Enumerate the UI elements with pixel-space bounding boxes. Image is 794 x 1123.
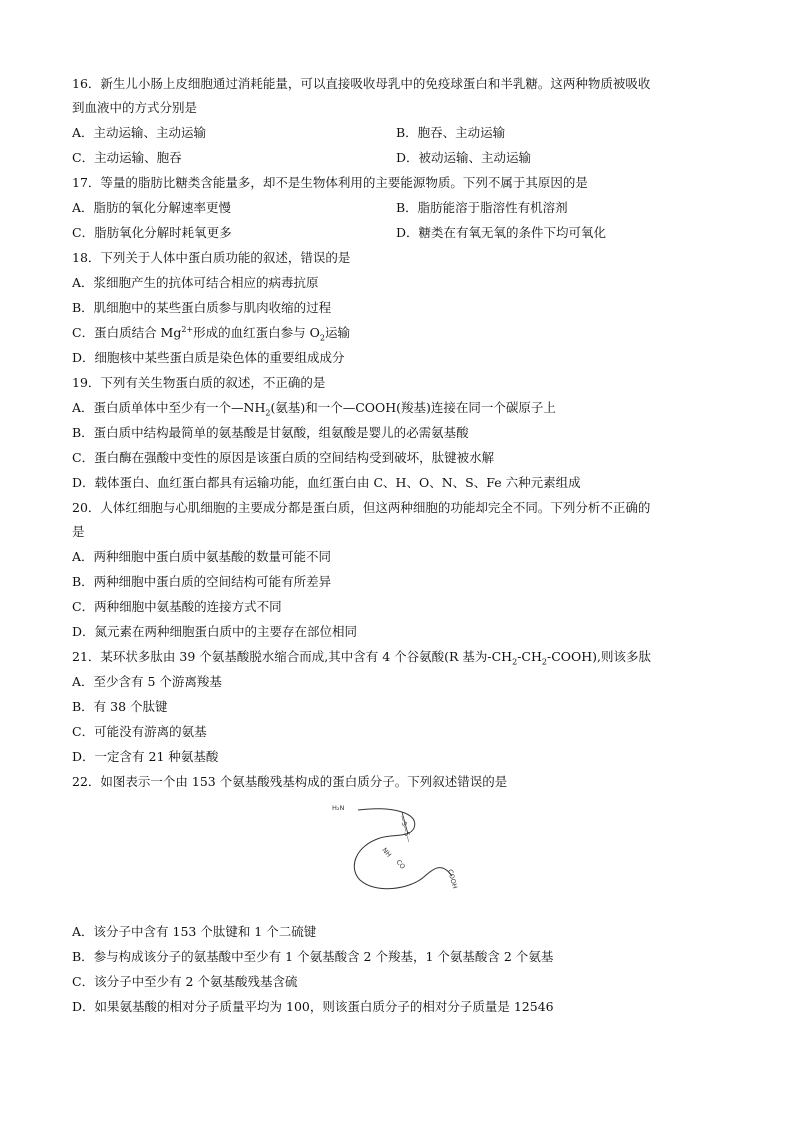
fig-label-nh: NH: [380, 846, 393, 859]
q19-stem: 19．下列有关生物蛋白质的叙述，不正确的是: [72, 375, 326, 390]
q17-option-d: D．糖类在有氧无氧的条件下均可氧化: [396, 225, 607, 240]
q17-option-a: A．脂肪的氧化分解速率更慢: [72, 200, 232, 215]
q16-stem-line2: 到血液中的方式分别是: [72, 100, 198, 115]
q18-option-a: A．浆细胞产生的抗体可结合相应的病毒抗原: [72, 275, 319, 290]
q22-option-d: D．如果氨基酸的相对分子质量平均为 100，则该蛋白质分子的相对分子质量是 12546: [72, 999, 554, 1014]
q18-stem: 18．下列关于人体中蛋白质功能的叙述，错误的是: [72, 250, 351, 265]
q19-option-d: D．载体蛋白、血红蛋白都具有运输功能，血红蛋白由 C、H、O、N、S、Fe 六种元素组成: [72, 475, 581, 490]
q18-option-b: B．肌细胞中的某些蛋白质参与肌肉收缩的过程: [72, 300, 332, 315]
q22-stem: 22．如图表示一个由 153 个氨基酸残基构成的蛋白质分子。下列叙述错误的是: [72, 774, 508, 789]
q19-option-c: C．蛋白酶在强酸中变性的原因是该蛋白质的空间结构受到破坏，肽键被水解: [72, 450, 495, 465]
q22-option-b: B．参与构成该分子的氨基酸中至少有 1 个氨基酸含 2 个羧基，1 个氨基酸含 2 个氨基: [72, 949, 554, 964]
q16-option-a: A．主动运输、主动运输: [72, 125, 207, 140]
q17-option-b: B．脂肪能溶于脂溶性有机溶剂: [396, 200, 568, 215]
q20-option-c: C．两种细胞中氨基酸的连接方式不同: [72, 599, 282, 614]
q17-option-c: C．脂肪氧化分解时耗氧更多: [72, 225, 232, 240]
q21-option-a: A．至少含有 5 个游离羧基: [72, 674, 222, 689]
q21-option-c: C．可能没有游离的氨基: [72, 724, 207, 739]
q16-option-c: C．主动运输、胞吞: [72, 150, 182, 165]
q16-option-d: D．被动运输、主动运输: [396, 150, 532, 165]
q19-option-b: B．蛋白质中结构最简单的氨基酸是甘氨酸，组氨酸是婴儿的必需氨基酸: [72, 425, 469, 440]
q16-option-b: B．胞吞、主动运输: [396, 125, 506, 140]
q20-stem-line1: 20．人体红细胞与心肌细胞的主要成分都是蛋白质，但这两种细胞的功能却完全不同。下列分析不正确的: [72, 500, 651, 515]
q18-option-c: C．蛋白质结合 $Mg^{2+}$形成的血红蛋白参与 $O_2$运输: [72, 324, 350, 343]
fig-label-h2n: H₂N: [332, 804, 345, 812]
fig-label-ss: —S—S—: [398, 814, 413, 844]
q20-option-b: B．两种细胞中蛋白质的空间结构可能有所差异: [72, 574, 332, 589]
q17-stem: 17．等量的脂肪比糖类含能量多，却不是生物体利用的主要能源物质。下列不属于其原因的是: [72, 175, 588, 190]
protein-structure-figure: [330, 798, 480, 896]
fig-label-cooh: COOH: [446, 868, 459, 890]
q20-option-d: D．氮元素在两种细胞蛋白质中的主要存在部位相同: [72, 624, 358, 639]
q18-option-d: D．细胞核中某些蛋白质是染色体的重要组成成分: [72, 350, 345, 365]
q21-option-b: B．有 38 个肽键: [72, 699, 168, 714]
q19-option-a: A．蛋白质单体中至少有一个$—NH_2$(氨基)和一个—COOH(羧基)连接在同一个碳原子上: [72, 400, 556, 418]
q22-option-a: A．该分子中含有 153 个肽键和 1 个二硫键: [72, 924, 317, 939]
q22-option-c: C．该分子中至少有 2 个氨基酸残基含硫: [72, 974, 298, 989]
q16-stem-line1: 16．新生儿小肠上皮细胞通过消耗能量，可以直接吸收母乳中的免疫球蛋白和半乳糖。这两种物质被吸收: [72, 76, 651, 91]
fig-label-co: CO: [394, 858, 407, 871]
q20-option-a: A．两种细胞中蛋白质中氨基酸的数量可能不同: [72, 549, 332, 564]
q20-stem-line2: 是: [72, 524, 85, 539]
q21-stem: 21．某环状多肽由 39 个氨基酸脱水缩合而成,其中含有 4 个谷氨酸(R 基为$-CH_2-CH_2-COOH$),则该多肽: [72, 649, 652, 667]
q21-option-d: D．一定含有 21 种氨基酸: [72, 749, 219, 764]
